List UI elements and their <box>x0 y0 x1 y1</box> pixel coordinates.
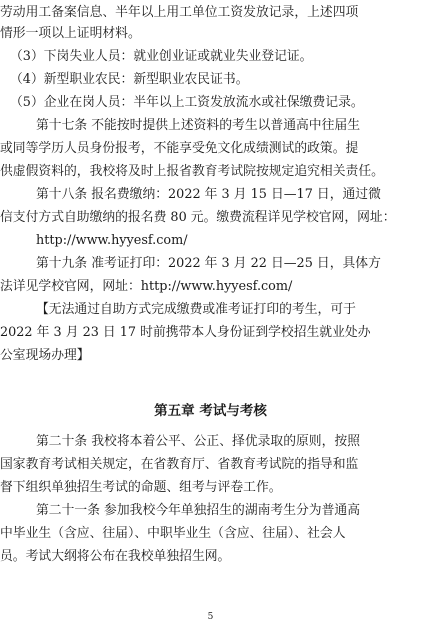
paragraph-line: 法详见学校官网，网址：http://www.hyyesf.com/ <box>0 279 293 294</box>
paragraph-line: 公室现场办理】 <box>0 348 90 363</box>
paragraph-line: 督下组织单独招生考试的命题、组考与评卷工作。 <box>0 480 282 495</box>
url-line: http://www.hyyesf.com/ <box>36 233 188 248</box>
paragraph-line: 劳动用工备案信息、半年以上用工单位工资发放记录，上述四项 <box>0 5 359 20</box>
paragraph-line: 信支付方式自助缴纳的报名费 80 元。缴费流程详见学校官网，网址： <box>0 210 396 225</box>
article-18-line: 第十八条 报名费缴纳：2022 年 3 月 15 日—17 日，通过微 <box>36 187 381 202</box>
paragraph-line: 或同等学历人员身份报考，不能享受免文化成绩测试的政策。提 <box>0 141 359 156</box>
paragraph-line: （5）企业在岗人员：半年以上工资发放流水或社保缴费记录。 <box>10 95 364 110</box>
paragraph-line: 国家教育考试相关规定，在省教育厅、省教育考试院的指导和监 <box>0 457 359 472</box>
paragraph-line: （4）新型职业农民：新型职业农民证书。 <box>10 72 249 87</box>
article-19-line: 第十九条 准考证打印：2022 年 3 月 22 日—25 日，具体方 <box>36 256 381 271</box>
paragraph-line: 情形一项以上证明材料。 <box>0 26 141 41</box>
paragraph-line: 员。考试大纲将公布在我校单独招生网。 <box>0 549 231 564</box>
article-20-line: 第二十条 我校将本着公平、公正、择优录取的原则，按照 <box>36 434 360 449</box>
note-line: 【无法通过自助方式完成缴费或准考证打印的考生，可于 <box>36 302 356 317</box>
article-21-line: 第二十一条 参加我校今年单独招生的湖南考生分为普通高 <box>36 503 360 518</box>
page-number: 5 <box>207 612 214 622</box>
paragraph-line: 中毕业生（含应、往届）、中职毕业生（含应、往届）、社会人 <box>0 526 346 541</box>
paragraph-line: 供虚假资料的，我校将及时上报省教育考试院按规定追究相关责任。 <box>0 164 384 179</box>
chapter-heading: 第五章 考试与考核 <box>154 403 267 419</box>
paragraph-line: 2022 年 3 月 23 日 17 时前携带本人身份证到学校招生就业处办 <box>0 325 371 340</box>
paragraph-line: （3）下岗失业人员：就业创业证或就业失业登记证。 <box>10 49 313 64</box>
article-17-line: 第十七条 不能按时提供上述资料的考生以普通高中往届生 <box>36 118 360 133</box>
